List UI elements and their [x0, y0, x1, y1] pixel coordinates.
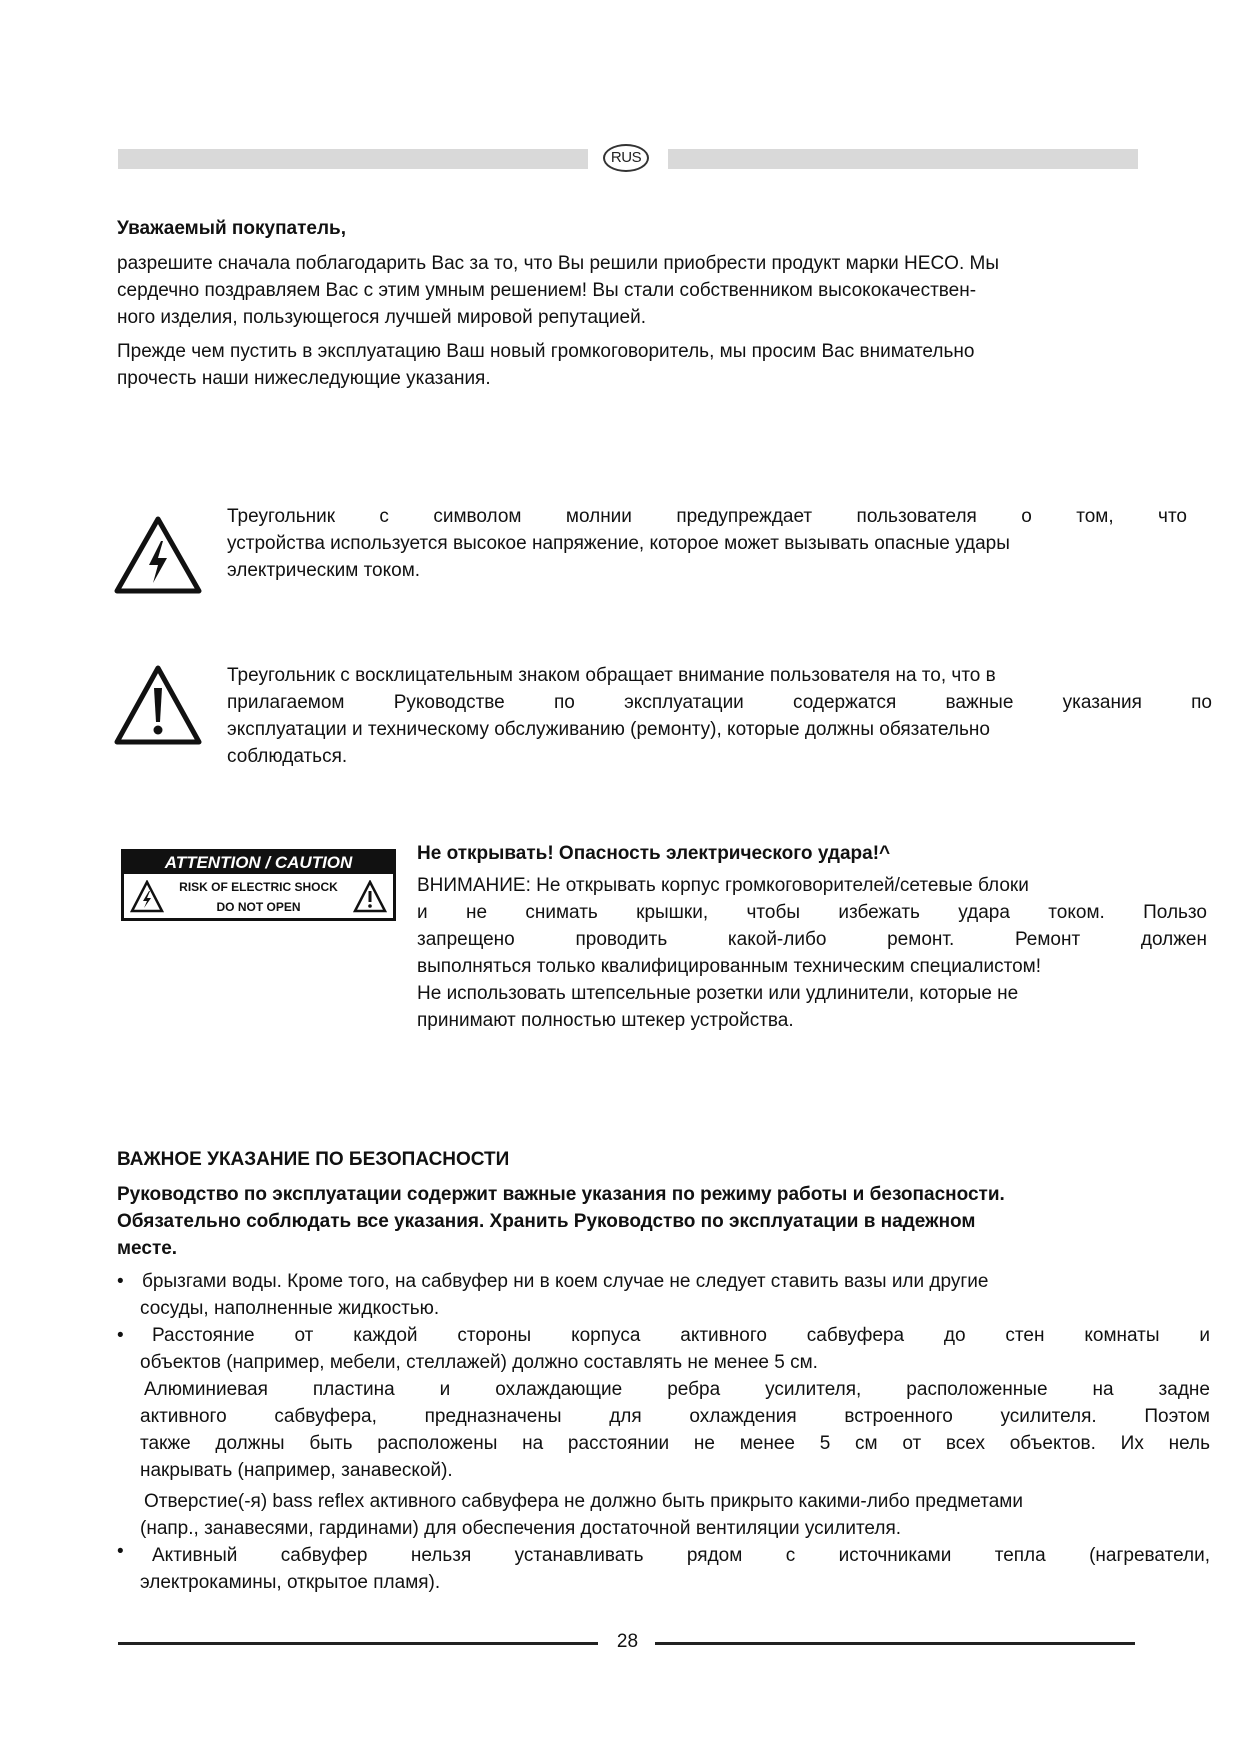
exclamation-triangle-icon	[113, 664, 203, 746]
exclamation-warning-text: Треугольник с восклицательным знаком обращает внимание пользователя на то, что в прилагаемом Руководстве по эксплуатации содержатся важные указания по эксплуатации и техническому обслуживанию (ремонту), которые должны обязательно соблюдаться.	[227, 665, 1212, 767]
intro-paragraph-2: Прежде чем пустить в эксплуатацию Ваш новый громкоговоритель, мы просим Вас внимательно прочесть наши нижеследующие указания.	[117, 341, 975, 389]
greeting-title: Уважаемый покупатель,	[117, 218, 347, 239]
caution-label-line-1: RISK OF ELECTRIC SHOCK	[179, 880, 338, 894]
language-badge: RUS	[603, 144, 649, 172]
intro-paragraph-1: разрешите сначала поблагодарить Вас за то, что Вы решили приобрести продукт марки HECO. Мы сердечно поздравляем Вас с этим умным решением! Вы стали собственником высококачествен- ного изделия, пользующегося лучшей мировой репутацией.	[117, 253, 999, 328]
bullet-2: •	[117, 1325, 124, 1346]
header-bar-right	[668, 149, 1138, 169]
bullet-1: •	[117, 1271, 124, 1292]
attention-title: Не открывать! Опасность электрического удара!^	[417, 843, 891, 864]
footer-rule-left	[118, 1642, 598, 1645]
caution-label	[121, 849, 396, 921]
attention-text: ВНИМАНИЕ: Не открывать корпус громкоговорителей/сетевые блоки и не снимать крышки, чтобы избежать удара током. Пользо запрещено проводить какой-либо ремонт. Ремонт должен выполняться только квалифицированным техническим специалистом! Не использовать штепсельные розетки или удлинители, которые не принимают полностью штекер устройства.	[417, 875, 1207, 1031]
safety-intro-bold: Руководство по эксплуатации содержит важные указания по режиму работы и безопасности. Обязательно соблюдать все указания. Хранить Руководство по эксплуатации в надежном месте.	[117, 1184, 1005, 1259]
lightning-warning-text: Треугольник с символом молнии предупреждает пользователя о том, что устройства используется высокое напряжение, которое может вызывать опасные удары электрическим током.	[227, 506, 1187, 581]
header-bar-left	[118, 149, 588, 169]
bullet-3: •	[117, 1541, 124, 1562]
caution-label-title: ATTENTION / CAUTION	[124, 852, 393, 874]
caution-exclamation-icon-right	[353, 880, 387, 914]
page-number: 28	[616, 1631, 639, 1652]
lightning-triangle-icon	[113, 515, 203, 595]
safety-list: брызгами воды. Кроме того, на сабвуфер ни в коем случае не следует ставить вазы или другие сосуды, наполненные жидкостью. Расстояние от каждой стороны корпуса активного сабвуфера до стен комнаты и объектов (например, мебели, стеллажей) должно составлять не менее 5 см. Алюминиевая пластина и охлаждающие ребра усилителя, расположенные на задне активного сабвуфера, предназначены для охлаждения встроенного усилителя. Поэтом также должны быть расположены на расстоянии не менее 5 см от всех объектов. Их нель накрывать (например, занавеской). Отверстие(-я) bass reflex активного сабвуфера не должно быть прикрыто какими-либо предметами (напр., занавесями, гардинами) для обеспечения достаточной вентиляции усилителя. Активный сабвуфер нельзя устанавливать рядом с источниками тепла (нагреватели, электрокамины, открытое пламя).	[140, 1271, 1210, 1593]
caution-label-line-2: DO NOT OPEN	[216, 900, 301, 914]
safety-heading: ВАЖНОЕ УКАЗАНИЕ ПО БЕЗОПАСНОСТИ	[117, 1149, 510, 1170]
footer-rule-right	[655, 1642, 1135, 1645]
